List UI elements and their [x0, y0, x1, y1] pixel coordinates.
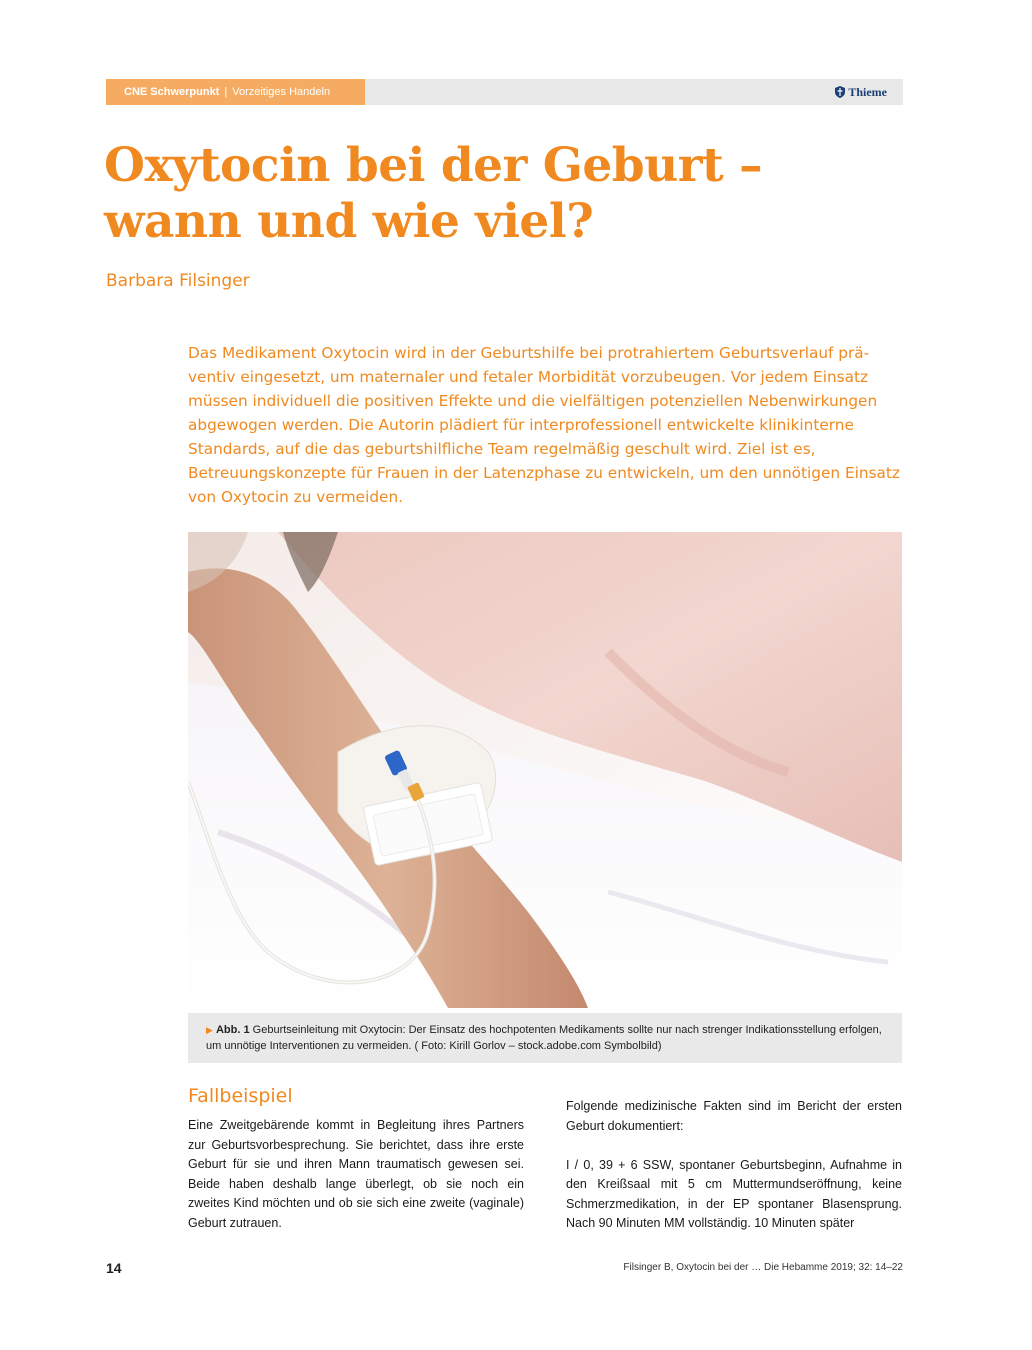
- section-sublabel: Vorzeitiges Handeln: [232, 86, 331, 98]
- body-paragraph-1: Folgende medizinische Fakten sind im Bericht der ersten Geburt dokumentiert:: [566, 1099, 902, 1133]
- page-number: 14: [106, 1260, 122, 1276]
- body-column-right: [566, 1097, 902, 1253]
- iv-drip-photo: [188, 532, 902, 1008]
- thieme-emblem-icon: [835, 86, 845, 98]
- section-heading: Fallbeispiel: [188, 1085, 293, 1107]
- publisher-name: Thieme: [848, 85, 887, 99]
- caption-arrow-icon: ▶: [206, 1025, 213, 1035]
- article-title: [104, 138, 924, 250]
- title-line-2: wann und wie viel?: [104, 194, 594, 249]
- body-paragraph-2: I / 0, 39 + 6 SSW, spontaner Geburtsbeginn, Aufnahme in den Kreißsaal mit 5 cm Muttermundseröffnung, keine Schmerzmedikation, in der EP spontaner Blasensprung. Nach 90 Minuten MM vollständig. 10 Minuten später: [566, 1157, 902, 1230]
- abstract: Das Medikament Oxytocin wird in der Geburtshilfe bei protrahiertem Geburtsverlauf präventiv eingesetzt, um maternaler und fetaler Morbidität vorzubeugen. Vor jedem Einsatz müssen individuell die positiven Effekte und die vielfältigen potenziellen Nebenwirkungen abgewogen werden. Die Autorin plädiert für interprofessionell entwickelte klinikinterne Standards, auf die das geburtshilfliche Team regelmäßig geschult wird. Ziel ist es, Betreuungskonzepte für Frauen in der Latenzphase zu entwickeln, um den unnötigen Einsatz von Oxytocin zu vermeiden.: [188, 344, 900, 506]
- section-separator: |: [224, 86, 228, 98]
- caption-label: Abb. 1: [215, 1024, 250, 1036]
- figure-caption: [188, 1013, 902, 1063]
- author-name: Barbara Filsinger: [106, 271, 250, 291]
- title-line-1: Oxytocin bei der Geburt –: [104, 138, 763, 193]
- citation: Filsinger B, Oxytocin bei der … Die Hebamme 2019; 32: 14–22: [623, 1262, 903, 1273]
- section-label: CNE Schwerpunkt: [124, 86, 220, 98]
- publisher-logo: [835, 79, 887, 105]
- body-column-left: Eine Zweitgebärende kommt in Begleitung ihres Partners zur Geburtsvorbesprechung. Sie berichtet, dass ihre erste Geburt für sie und ihren Mann traumatisch gewesen sei. Beide haben deshalb lange überlegt, ob sie noch ein zweites Kind möchten und ob sie sich eine zweite (vaginale) Geburt zutrauen.: [188, 1118, 524, 1230]
- section-tag: [106, 79, 365, 105]
- figure-photo: [188, 532, 902, 1008]
- caption-text: Geburtseinleitung mit Oxytocin: Der Einsatz des hochpotenten Medikaments sollte nur nach strenger Indikationsstellung erfolgen, um unnötige Interventionen zu vermeiden. ( Foto: Kirill Gorlov – stock.adobe.com Symbolbild): [206, 1024, 882, 1052]
- running-header: [106, 79, 903, 105]
